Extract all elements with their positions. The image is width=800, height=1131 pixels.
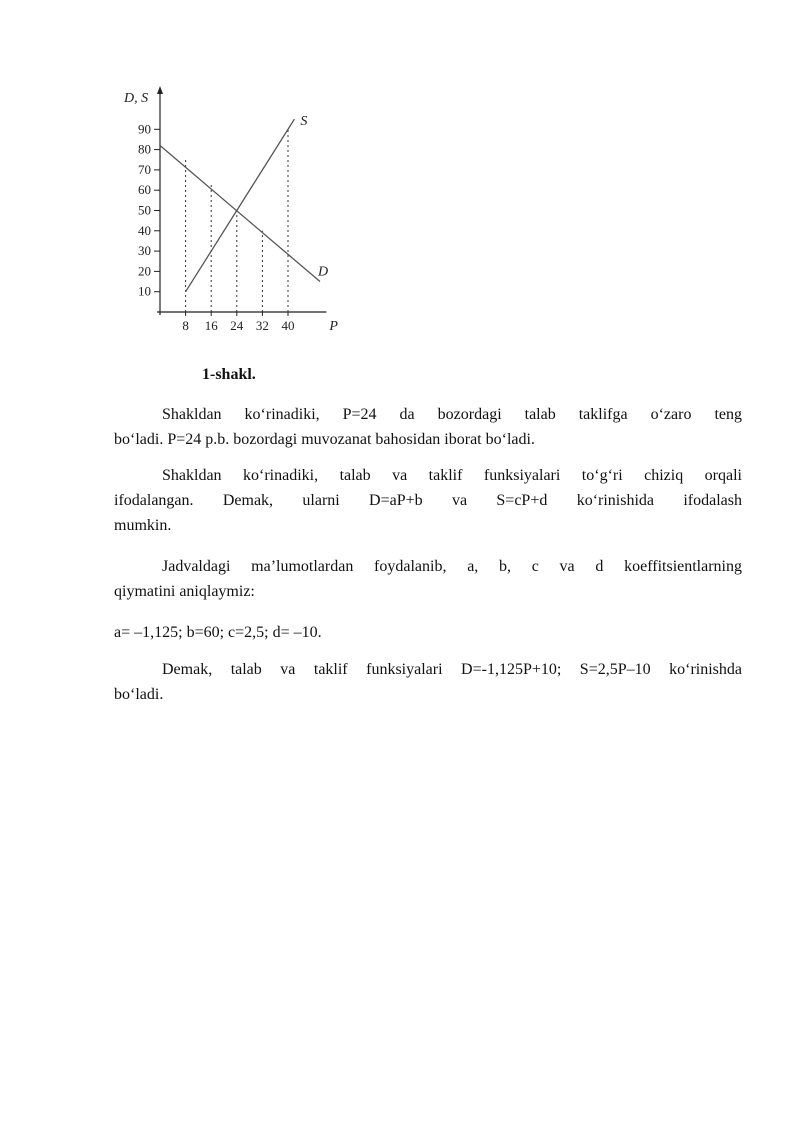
figure-caption: 1-shakl. xyxy=(202,366,256,383)
series-label-s: S xyxy=(300,114,308,130)
x-tick-label: 8 xyxy=(182,318,189,333)
y-axis-arrow xyxy=(157,86,163,94)
x-tick-label: 16 xyxy=(204,318,218,333)
y-tick-label: 10 xyxy=(138,283,151,299)
paragraph-2-line-3: mumkin. xyxy=(114,517,172,534)
series-line-s xyxy=(186,119,295,292)
supply-demand-chart xyxy=(110,82,350,344)
y-tick-label: 20 xyxy=(138,263,151,279)
y-tick-label: 40 xyxy=(138,222,151,238)
paragraph-5 xyxy=(114,657,742,707)
paragraph-2-line-2: ifodalangan. Demak, ularni D=aP+b va S=cP+d ko‘rinishida ifodalash xyxy=(114,492,742,509)
paragraph-1 xyxy=(114,402,742,452)
y-tick-label: 50 xyxy=(138,202,151,218)
series-line-d xyxy=(160,146,320,282)
x-tick-label: 24 xyxy=(230,318,244,333)
paragraph-5-line-2: bo‘ladi. xyxy=(114,686,164,703)
paragraph-3 xyxy=(114,554,742,604)
y-axis-label: D, S xyxy=(124,91,149,106)
y-tick-label: 90 xyxy=(138,121,151,137)
paragraph-1-line-1: Shakldan ko‘rinadiki, P=24 da bozordagi talab taklifga o‘zaro teng xyxy=(162,406,742,423)
paragraph-1-line-2: bo‘ladi. P=24 p.b. bozordagi muvozanat bahosidan iborat bo‘ladi. xyxy=(114,431,535,448)
coefficients-line: a= –1,125; b=60; c=2,5; d= –10. xyxy=(114,624,322,641)
paragraph-3-line-2: qiymatini aniqlaymiz: xyxy=(114,583,255,600)
paragraph-2 xyxy=(114,463,742,538)
y-tick-label: 30 xyxy=(138,243,151,259)
x-tick-label: 40 xyxy=(281,318,295,333)
y-tick-label: 70 xyxy=(138,161,151,177)
y-tick-label: 60 xyxy=(138,182,151,198)
paragraph-2-line-1: Shakldan ko‘rinadiki, talab va taklif funksiyalari to‘g‘ri chiziq orqali xyxy=(162,467,742,484)
x-axis-label: P xyxy=(329,319,338,334)
series-label-d: D xyxy=(318,264,329,280)
paragraph-4 xyxy=(114,620,742,645)
x-tick-label: 32 xyxy=(255,318,269,333)
y-tick-label: 80 xyxy=(138,141,151,157)
paragraph-3-line-1: Jadvaldagi ma’lumotlardan foydalanib, a, b, c va d koeffitsientlarning xyxy=(162,558,742,575)
paragraph-5-line-1: Demak, talab va taklif funksiyalari D=-1,125P+10; S=2,5P–10 ko‘rinishda xyxy=(162,661,742,678)
